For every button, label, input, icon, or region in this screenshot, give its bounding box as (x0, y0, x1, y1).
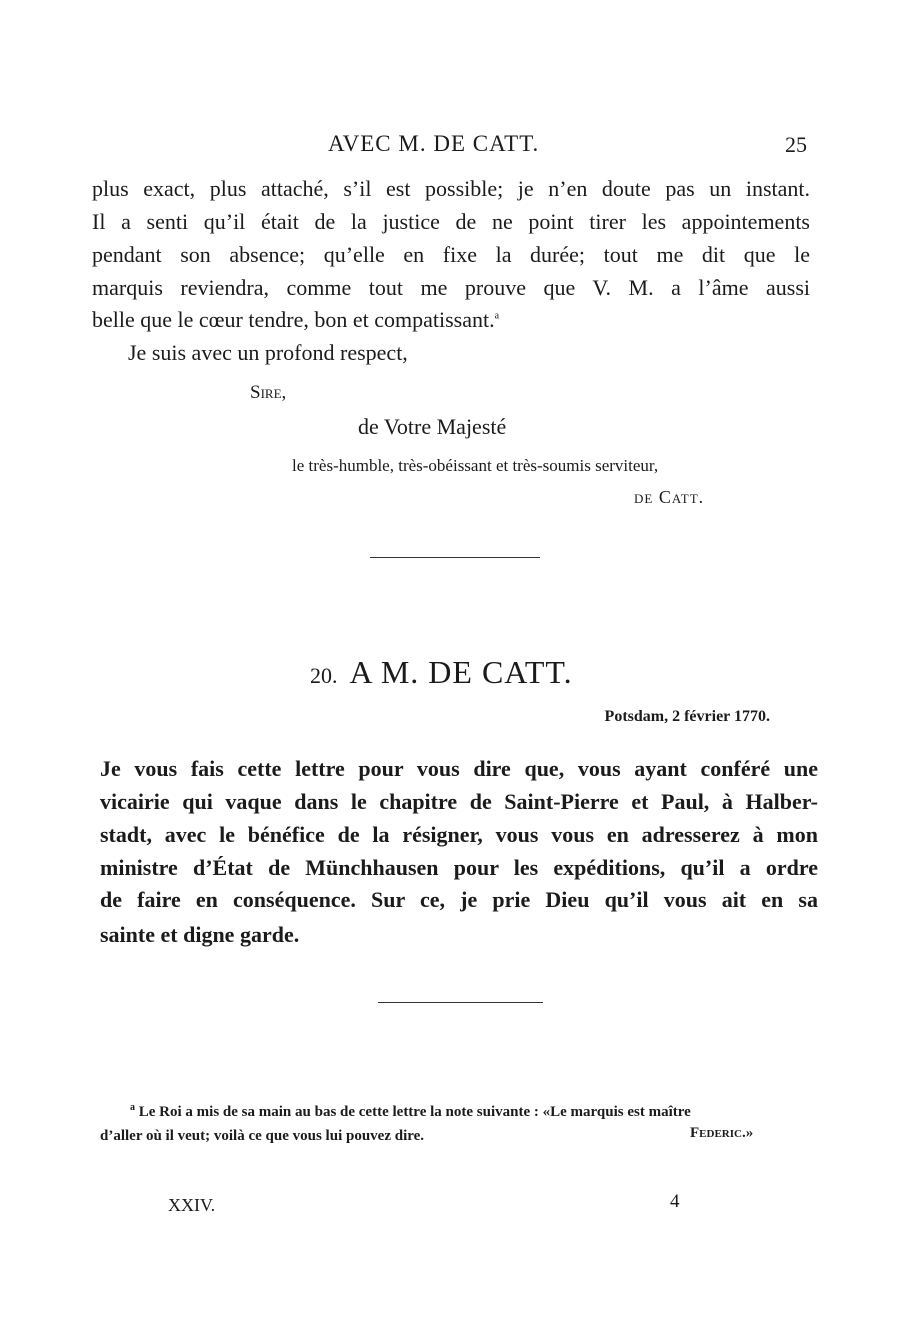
letter-heading (310, 656, 573, 688)
body-line (92, 309, 499, 331)
footnote-ref: a (494, 310, 500, 322)
dateline: Potsdam, 2 février 1770. (604, 708, 770, 725)
page-number: 25 (785, 132, 807, 157)
footnote-text: Le Roi a mis de sa main au bas de cette lettre la note suivante : «Le marquis est maître (138, 1104, 691, 1120)
signature: de Catt. (634, 487, 705, 507)
body-line: stadt, avec le bénéfice de la résigner, vous vous en adresserez à mon (100, 822, 818, 847)
signature-mark: 4 (670, 1191, 680, 1212)
subscription-line: le très-humble, très-obéissant et très-soumis serviteur, (292, 456, 659, 475)
body-line: de faire en conséquence. Sur ce, je prie Dieu qu’il vous ait en sa (100, 887, 818, 912)
footnote-signature: Federic.» (690, 1125, 754, 1141)
footnote-marker: a (130, 1102, 135, 1113)
body-line: vicairie qui vaque dans le chapitre de Saint-Pierre et Paul, à Halber- (100, 789, 818, 814)
salutation: Sire, (250, 382, 287, 403)
body-line: marquis reviendra, comme tout me prouve que V. M. a l’âme aussi (92, 275, 810, 300)
letter-number: 20. (310, 663, 338, 688)
footnote-line: d’aller où il veut; voilà ce que vous lui pouvez dire. (100, 1128, 425, 1144)
body-line: plus exact, plus attaché, s’il est possible; je n’en doute pas un instant. (92, 176, 810, 201)
majesty-line: de Votre Majesté (358, 414, 507, 439)
footnote-line (130, 1103, 820, 1120)
body-line: sainte et digne garde. (100, 922, 300, 947)
volume-number: XXIV. (168, 1195, 216, 1215)
body-line: Il a senti qu’il était de la justice de ne point tirer les appointements (92, 209, 810, 234)
body-line: ministre d’État de Münchhausen pour les expéditions, qu’il a ordre (100, 855, 818, 880)
letter-title: A M. DE CATT. (349, 654, 573, 690)
closing-line: Je suis avec un profond respect, (128, 340, 408, 365)
section-divider (370, 557, 540, 558)
body-line: pendant son absence; qu’elle en fixe la durée; tout me dit que le (92, 242, 810, 267)
body-text: belle que le cœur tendre, bon et compatissant. (92, 307, 495, 332)
body-line: Je vous fais cette lettre pour vous dire que, vous ayant conféré une (100, 756, 818, 781)
section-divider (378, 1002, 543, 1003)
running-title: AVEC M. DE CATT. (328, 131, 540, 156)
